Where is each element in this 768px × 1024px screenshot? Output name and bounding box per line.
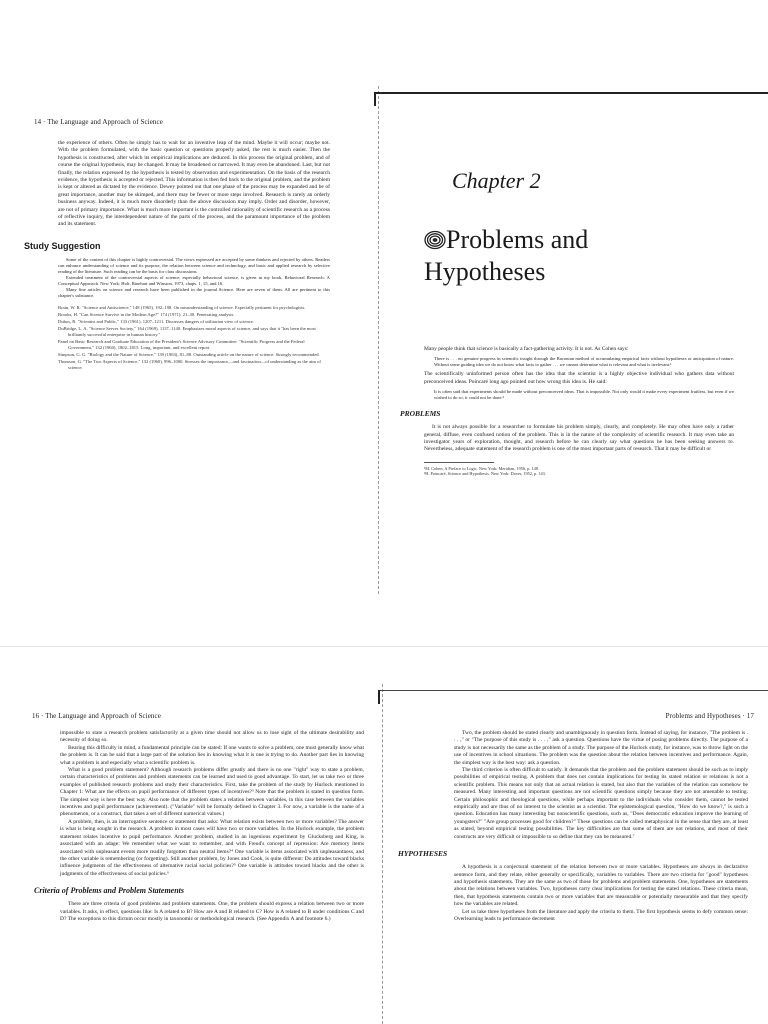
chapter-top-rule: [374, 92, 768, 94]
criteria-heading: Criteria of Problems and Problem Statements: [34, 886, 185, 896]
page-15-para-1: Many people think that science is basically a fact-gathering activity. It is not. As Cohen says:: [424, 346, 629, 352]
page-15-para-3: It is not always possible for a researcher to formulate his problem simply, clearly, and completely. He may often have only a rather general, diffuse, even confused notion of the problem. This is in the nature of the complexity of scientific research. It may even take an investigator years of exploration, thought, and research before he can clearly say what questions he has been seeking answers to. Nevertheless, adequate statement of the research problem is one of the most important parts of research. That it may be difficult or: [424, 424, 734, 453]
page17-corner-mark: [378, 690, 380, 704]
chapter-number: Chapter 2: [452, 168, 541, 193]
page-16-para-1: impossible to state a research problem satisfactorily at a given time should not allow us to lose sight of the ultimate desirability and necessity of doing so.: [60, 730, 364, 744]
footnote-rule: [424, 462, 494, 463]
reference-item: Brain, W. R. "Science and Antiscience," 148 (1965), 192–198. On misunderstanding of science. Especially pertinent for psychologists.: [58, 304, 306, 310]
problems-heading: PROBLEMS: [400, 409, 441, 419]
gutter-line-bottom: [382, 684, 383, 1024]
page-16-para-5: There are three criteria of good problems and problem statements. One, the problem should express a relation between two or more variables. It asks, in effect, questions like: Is A related to B? How are A and B related to C? How is A related to B under conditions C and D? The exceptions to this dictum occur mostly in taxonomic or methodological research. (See Appendix A and footnote 6.): [60, 901, 364, 922]
study-suggestion-heading: Study Suggestion: [24, 240, 101, 251]
page-17-para-2: The third criterion is often difficult to satisfy. It demands that the problem and the problem statement should be such as to imply possibilities of empirical testing. A problem that does not contain implications for testing its stated relation or relations is not a scientific problem. This means not only that an actual relation is stated, but also that the variables of the relation can somehow be measured. Many interesting and important questions are not scientific questions simply because they are not amenable to testing. Certain philosophic and theological questions, while perhaps important to the individuals who consider them, cannot be tested empirically and are thus of no interest to the scientist as a scientist. The epistemological question, "How do we know?," is such a question. Education has many interesting but nonscientific questions, such as, "Does democratic education improve the learning of youngsters?" "Are group processes good for children?" These questions can be called metaphysical in the sense that they are, at least as stated, beyond empirical testing possibilities. The key difficulties are that some of them are not relations, and most of their constructs are very difficult or impossible to so define that they can be measured.⁷: [454, 767, 748, 840]
page17-top-rule: [378, 690, 768, 691]
page-17: [398, 712, 754, 1024]
page-16-para-3: What is a good problem statement? Although research problems differ greatly and there is no one "right" way to state a problem, certain characteristics of problems and problem statements can be learned and used to good advantage. To start, let us take two or three examples of published research problems and study their characteristics. First, take the problem of the study by Hurlock mentioned in Chapter 1: What are the effects on pupil performance of different types of incentives?³ Note that the problem is stated in question form. The simplest way is here the best way. Also note that the problem states a relation between variables, in this case between the variables incentives and pupil performance (achievement). ("Variable" will be formally defined in Chapter 3. For now, a variable is the name of a phenomenon, or a construct, that takes a set of different numerical values.): [60, 767, 364, 818]
page-17-header: Problems and Hypotheses · 17: [665, 712, 754, 720]
cohen-quote: There is . . . no genuine progress in scientific insight through the Baconian method of accumulating empirical facts without hypotheses or anticipation of nature. Without some guiding idea we do not know what facts to gather . . . we cannot determine what is relevant and what is irrelevant.¹: [434, 356, 734, 368]
reference-item: Dubos, R. "Scientist and Public," 133 (1961), 1207–1211. Discusses dangers of utilitarian view of science.: [58, 318, 254, 324]
reference-item: Brooks, H. "Can Science Survive in the Modern Age?" 174 (1971), 21–30. Penetrating analysis.: [58, 311, 235, 317]
page-14-intro: the experience of others. Often he simply has to wait for an inventive leap of the mind. Maybe it will occur; maybe not. With the problem formulated, with the basic question or questions properly asked, the rest is much easier. Then the hypothesis is constructed, after which its empirical implications are deduced. In this process the original problem, and of course the original hypothesis, may be changed. It may be broadened or narrowed. It may even be abandoned. Last, but not finally, the relation expressed by the hypothesis is tested by observation and experimentation. On the basis of the research evidence, the hypothesis is accepted or rejected. This information is then fed back to the original problem, and the problem is kept or altered as dictated by the evidence. Dewey pointed out that one phase of the process may be expanded and be of great importance, another may be skimped, and there may be fewer or more steps involved. Research is rarely an orderly business anyway. Indeed, it is much more disorderly than the above discussion may imply. Order and disorder, however, are not of primary importance. What is much more important is the controlled rationality of scientific research as a process of reflective inquiry, the interdependent nature of the parts of the process, and the paramount importance of the problem and its statement.: [58, 140, 330, 228]
reference-item: DuBridge, L. A. "Science Serves Society," 164 (1969), 1137–1140. Emphasizes moral aspects of science, and says that it "has been the most brilliantly successful enterprise in human history.": [58, 325, 316, 337]
page-14-header: 14 · The Language and Approach of Science: [34, 118, 163, 126]
page-17-para-4: Let us take three hypotheses from the literature and apply the criteria to them. The first hypothesis seems to defy common sense: Overlearning leads to performance decrement: [454, 908, 748, 922]
chapter-corner-mark: [374, 92, 376, 106]
chapter-title-line-1: Problems and: [446, 225, 589, 254]
study-text-3: Many fine articles on science and research have been published in the journal Science. Here are seven of them. All are pertinent to this chapter's substance.: [58, 286, 330, 298]
reference-item: Simpson, G. G. "Biology and the Nature of Science," 139 (1963), 81–88. Outstanding article on the nature of science. Strongly recommended.: [58, 351, 320, 357]
study-text-1: Some of the content of this chapter is highly controversial. The views expressed are accepted by some thinkers and rejected by others. Readers can enhance understanding of science and its purpose, the relation between science and technology, and basic and applied research by selective reading of the literature. Such reading can be the basis for class discussions.: [58, 256, 330, 274]
page-16-para-2: Bearing this difficulty in mind, a fundamental principle can be stated: If one wants to solve a problem, one must generally know what the problem is. It can be said that a large part of the solution lies in knowing what it is one is trying to do. Another part lies in knowing what a problem is and especially what a scientific problem is.: [60, 744, 364, 766]
page-17-para-3: A hypothesis is a conjectural statement of the relation between two or more variables. Hypotheses are always in declarative sentence form, and they relate, either generally or specifically, variables to variables. There are two criteria for "good" hypotheses and hypothesis statements. They are the same as two of those for problems and problem statements. One, hypotheses are statements about the relations between variables. Two, hypotheses carry clear implications for testing the stated relations. These criteria mean, then, that hypothesis statements contain two or more variables that are measurable or potentially measurable and that they specify how the variables are related.: [454, 864, 748, 908]
page-16-para-4: A problem, then, is an interrogative sentence or statement that asks: What relation exists between two or more variables? The answer is what is being sought in the research. A problem in most cases will have two or more variables. In the Hurlock example, the problem statement relates incentive to pupil performance. Another problem, studied in an ingenious experiment by Glucksberg and King, is associated with an adage: We remember what we want to remember, and with Freud's concept of repression: Are memory items associated with unpleasant events more readily forgotten than neutral items?⁴ One variable is items associated with unpleasantness, and the other variable is remembering (or forgetting). Still another problem, by Jones and Cook, is quite different: Do attitudes toward blacks influence judgments of the effectiveness of alternative racial social policies?⁵ One variable is attitudes toward blacks and the other is judgments of the effectiveness of social policies.⁶: [60, 818, 364, 877]
reference-item: Panel on Basic Research and Graduate Education of the President's Science Advisory Committee. "Scientific Progress and the Federal Government," 132 (1960), 1802–1815. Long, important, and excellent report.: [58, 338, 305, 350]
page-16: [32, 712, 368, 1024]
spiral-logo-icon: [424, 226, 446, 246]
page-16-header: 16 · The Language and Approach of Science: [32, 712, 161, 720]
page-15: [390, 106, 750, 556]
page-17-para-1: Two, the problem should be stated clearly and unambiguously in question form. Instead of saying, for instance, "The problem is . . . ," or "The purpose of this study is . . . ," ask a question. Questions have the virtue of posing problems directly. The purpose of a study is not necessarily the same as the problem of a study. The purpose of the Hurlock study, for instance, was to throw light on the use of incentives in school situations. The problem was the question about the relation between incentives and performance. Again, the simplest way is the best way: ask a question.: [454, 730, 748, 766]
poincare-quote: It is often said that experiments should be made without preconceived ideas. That is impossible. Not only would it make every experiment fruitless, but even if we wished to do so, it could not be done.²: [434, 389, 734, 401]
footnote-2: ²H. Poincaré, Science and Hypothesis. New York: Dover, 1952, p. 143.: [424, 471, 546, 477]
reference-item: Thomson, G. "The Two Aspects of Science," 132 (1960), 996–1000. Stresses the importance—and fascination—of understanding as the aim of science.: [58, 358, 321, 370]
hypotheses-heading: HYPOTHESES: [398, 849, 448, 859]
page-spread-divider: [0, 646, 768, 647]
chapter-title: [424, 224, 588, 288]
chapter-title-line-2: Hypotheses: [424, 257, 546, 286]
study-text-2: Extended treatment of the controversial aspects of science, especially behavioral science, is given in my book, Behavioral Research: A Conceptual Approach. New York: Holt, Rinehart and Winston, 1973, chaps. 1, 15, and 16.: [58, 274, 330, 286]
page-15-para-2: The scientifically uninformed person often has the idea that the scientist is a highly objective individual who gathers data without preconceived ideas. Poincaré long ago pointed out how wrong this idea is. He said:: [424, 371, 734, 385]
gutter-line-top: [378, 86, 379, 594]
footnote-1: ¹M. Cohen, A Preface to Logic. New York: Meridian, 1956, p. 148.: [424, 465, 540, 471]
page-14: [24, 118, 344, 528]
reference-list: [58, 305, 330, 371]
